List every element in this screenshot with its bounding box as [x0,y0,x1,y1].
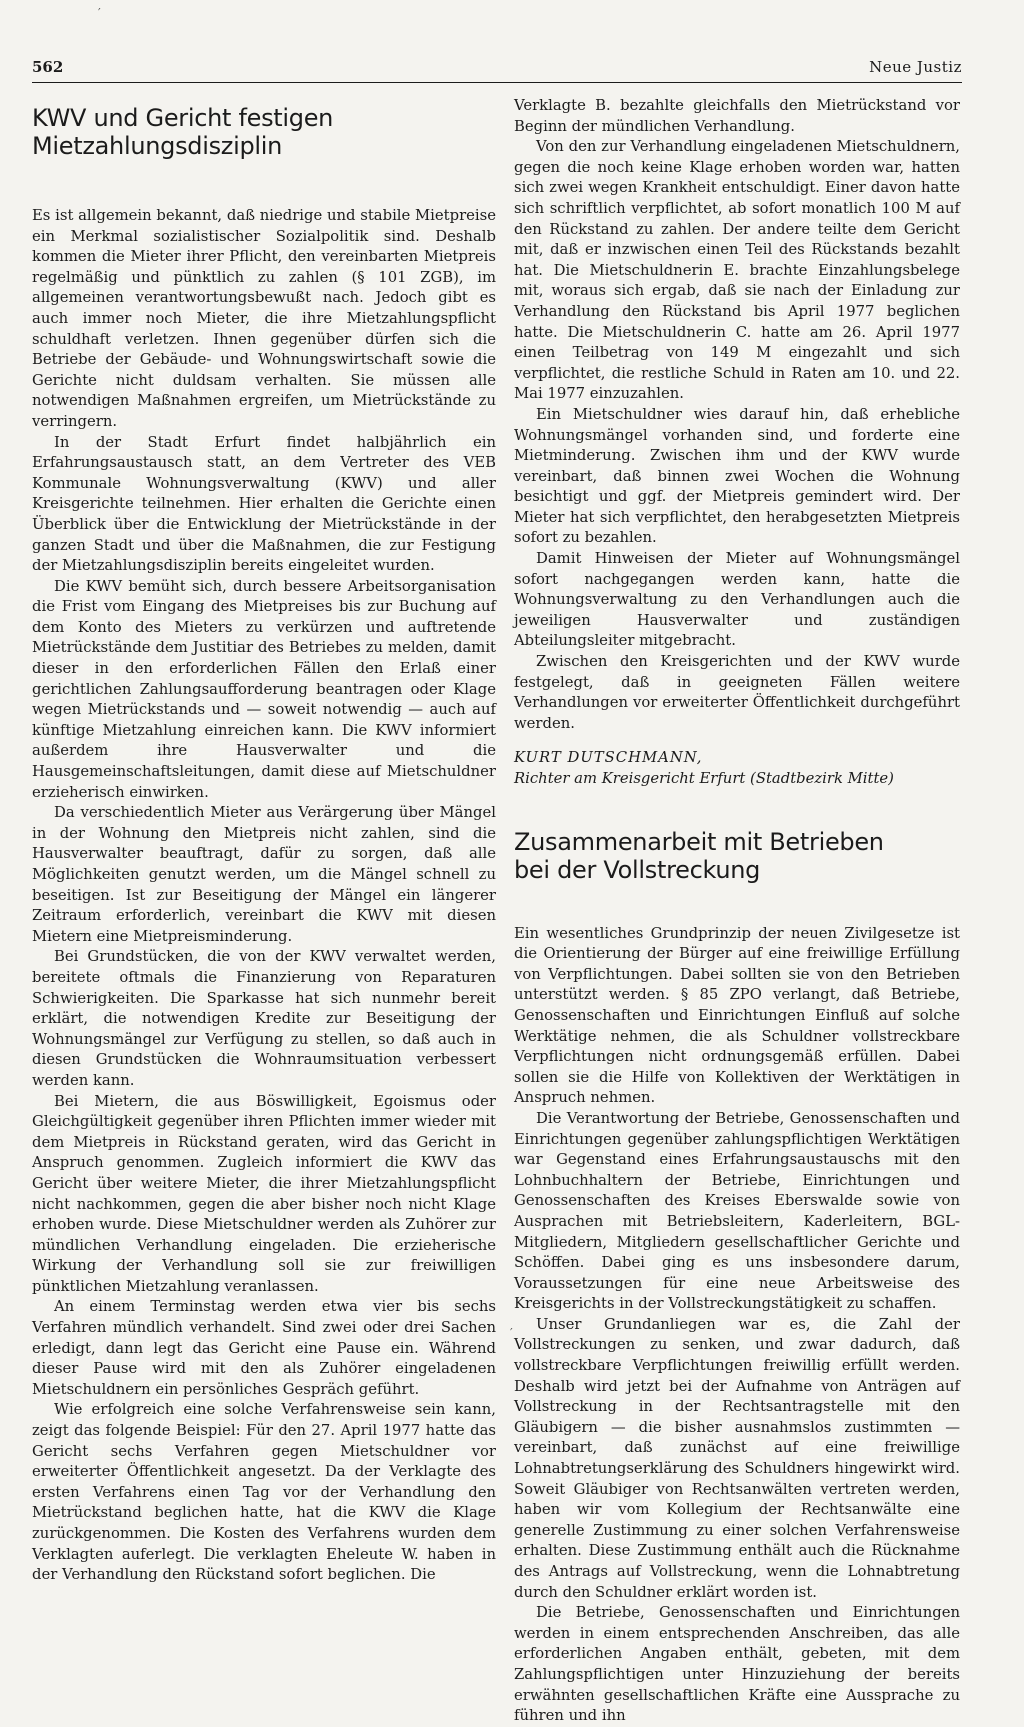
scan-mark-top: ′ [98,6,101,20]
journal-name: Neue Justiz [869,58,962,76]
article1-paragraph: Die KWV bemüht sich, durch bessere Arbeitsorganisation die Frist vom Eingang des Mietpreises bis zur Buchung auf dem Konto des Mieters zu verkürzen und auftretende Mietrückstände dem Justitiar des Betriebes zu melden, damit dieser in den erforderlichen Fällen den Erlaß einer gerichtlichen Zahlungsaufforderung beantragen oder Klage wegen Mietrückstands und — soweit notwendig — auch auf künftige Mietzahlung einreichen kann. Die KWV informiert außerdem ihre Hausverwalter und die Hausgemeinschaftsleitungen, damit diese auf Mietschuldner erzieherisch einwirken. [32,577,496,801]
article1-paragraph: Es ist allgemein bekannt, daß niedrige und stabile Mietpreise ein Merkmal sozialistischer Sozialpolitik sind. Deshalb kommen die Mieter ihrer Pflicht, den vereinbarten Mietpreis regelmäßig und pünktlich zu zahlen (§ 101 ZGB), im allgemeinen verantwortungsbewußt nach. Jedoch gibt es auch immer noch Mieter, die ihre Mietzahlungspflicht schuldhaft verletzen. Ihnen gegenüber dürfen sich die Betriebe der Gebäude- und Wohnungswirtschaft sowie die Gerichte nicht duldsam verhalten. Sie müssen alle notwendigen Maßnahmen ergreifen, um Mietrückstände zu verringern. [32,207,496,430]
author-signature [514,748,960,789]
article2-title-line2: bei der Vollstreckung [514,855,761,884]
scan-mark-margin: ′ [510,1326,513,1340]
article2-paragraph: Ein wesentliches Grundprinzip der neuen Zivilgesetze ist die Orientierung der Bürger auf eine freiwillige Erfüllung von Verpflichtungen. Dabei sollten sie von den Betrieben unterstützt werden. § 85 ZPO verlangt, daß Betriebe, Genossenschaften und Einrichtungen Einfluß auf solche Werktätige nehmen, die als Schuldner vollstreckbare Verpflichtungen nicht ordnungsgemäß erfüllen. Dabei sollen sie die Hilfe von Kollektiven der Werktätigen in Anspruch nehmen. [514,924,960,1107]
page-number: 562 [32,58,64,76]
article1-continuation-paragraph: Verklagte B. bezahlte gleichfalls den Mietrückstand vor Beginn der mündlichen Verhandlung. [514,97,960,135]
article1-continuation-paragraph: Von den zur Verhandlung eingeladenen Mietschuldnern, gegen die noch keine Klage erhoben worden war, hatten sich zwei wegen Krankheit entschuldigt. Einer davon hatte sich schriftlich verpflichtet, ab sofort monatlich 100 M auf den Rückstand zu zahlen. Der andere teilte dem Gericht mit, daß er inzwischen einen Teil des Rückstands bezahlt hat. Die Mietschuldnerin E. brachte Einzahlungsbelege mit, woraus sich ergab, daß sie nach der Einladung zur Verhandlung den Rückstand bis April 1977 beglichen hatte. Die Mietschuldnerin C. hatte am 26. April 1977 einen Teilbetrag von 149 M eingezahlt und sich verpflichtet, die restliche Schuld in Raten am 10. und 22. Mai 1977 einzuzahlen. [514,138,960,403]
right-column [514,96,960,1727]
author-name: KURT DUTSCHMANN, [514,749,703,767]
article1-title-line1: KWV und Gericht festigen [32,104,334,132]
article1-title-line2: Mietzahlungsdisziplin [32,132,283,160]
article1-paragraph: Da verschiedentlich Mieter aus Verärgerung über Mängel in der Wohnung den Mietpreis nicht zahlen, sind die Hausverwalter beauftragt, dafür zu sorgen, daß alle Möglichkeiten genutzt werden, um die Mängel schnell zu beseitigen. Ist zur Beseitigung der Mängel ein längerer Zeitraum erforderlich, vereinbart die KWV mit diesen Mietern eine Mietpreisminderung. [32,804,496,945]
author-title: Richter am Kreisgericht Erfurt (Stadtbezirk Mitte) [514,770,894,787]
article2-title [514,828,960,884]
article2-paragraph: Die Betriebe, Genossenschaften und Einrichtungen werden in einem entsprechenden Anschreiben, das alle erforderlichen Angaben enthält, gebeten, mit dem Zahlungspflichtigen unter Hinzuziehung der bereits erwähnten gesellschaftlichen Kräfte eine Aussprache zu führen und ihn [514,1604,960,1725]
article1-paragraph: An einem Terminstag werden etwa vier bis sechs Verfahren mündlich verhandelt. Sind zwei oder drei Sachen erledigt, dann legt das Gericht eine Pause ein. Während dieser Pause wird mit den als Zuhörer eingeladenen Mietschuldnern ein persönliches Gespräch geführt. [32,1298,496,1398]
article1-continuation-paragraph: Ein Mietschuldner wies darauf hin, daß erhebliche Wohnungsmängel vorhanden sind, und forderte eine Mietminderung. Zwischen ihm und der KWV wurde vereinbart, daß binnen zwei Wochen die Wohnung besichtigt und ggf. der Mietpreis gemindert wird. Der Mieter hat sich verpflichtet, den herabgesetzten Mietpreis sofort zu bezahlen. [514,405,960,547]
left-column [32,96,496,1586]
article2-paragraph: Die Verantwortung der Betriebe, Genossenschaften und Einrichtungen gegenüber zahlungspflichtigen Werktätigen war Gegenstand eines Erfahrungsaustauschs mit den Lohnbuchhaltern der Betriebe, Einrichtungen und Genossenschaften des Kreises Eberswalde sowie von Ausprachen mit Betriebsleitern, Kaderleitern, BGL-Mitgliedern, Mitgliedern gesellschaftlicher Gerichte und Schöffen. Dabei ging es uns insbesondere darum, Voraussetzungen für eine neue Arbeitsweise des Kreisgerichts in der Vollstreckungstätigkeit zu schaffen. [514,1109,960,1313]
article1-continuation-paragraph: Damit Hinweisen der Mieter auf Wohnungsmängel sofort nachgegangen werden kann, hatte die Wohnungsverwaltung zu den Verhandlungen auch die jeweiligen Hausverwalter und zuständigen Abteilungsleiter mitgebracht. [514,550,960,650]
article1-paragraph: In der Stadt Erfurt findet halbjährlich ein Erfahrungsaustausch statt, an dem Vertreter des VEB Kommunale Wohnungsverwaltung (KWV) und aller Kreisgerichte teilnehmen. Hier erhalten die Gerichte einen Überblick über die Entwicklung der Mietrückstände in der ganzen Stadt und über die Maßnahmen, die zur Festigung der Mietzahlungsdisziplin bereits eingeleitet wurden. [32,433,496,575]
article1-paragraph: Wie erfolgreich eine solche Verfahrensweise sein kann, zeigt das folgende Beispiel: Für den 27. April 1977 hatte das Gericht sechs Verfahren gegen Mietschuldner vor erweiterter Öffentlichkeit angesetzt. Da der Verklagte des ersten Verfahrens einen Tag vor der Verhandlung den Mietrückstand beglichen hatte, hat die KWV die Klage zurückgenommen. Die Kosten des Verfahrens wurden dem Verklagten auferlegt. Die verklagten Eheleute W. haben in der Verhandlung den Rückstand sofort beglichen. Die [32,1401,496,1584]
page-header [32,56,962,83]
article2-paragraph: Unser Grundanliegen war es, die Zahl der Vollstreckungen zu senken, und zwar dadurch, daß vollstreckbare Verpflichtungen freiwillig erfüllt werden. Deshalb wird jetzt bei der Aufnahme von Anträgen auf Vollstreckung in der Rechtsantragstelle mit den Gläubigern — die bisher ausnahmslos zustimmten — vereinbart, daß zunächst auf eine freiwillige Lohnabtretungserklärung des Schuldners hingewirkt wird. Soweit Gläubiger von Rechtsanwälten vertreten werden, haben wir vom Kollegium der Rechtsanwälte eine generelle Zustimmung zu einer solchen Verfahrensweise erhalten. Diese Zustimmung enthält auch die Rücknahme des Antrags auf Vollstreckung, wenn die Lohnabtretung durch den Schuldner erklärt worden ist. [514,1315,960,1601]
article1-continuation-paragraph: Zwischen den Kreisgerichten und der KWV wurde festgelegt, daß in geeigneten Fällen weitere Verhandlungen vor erweiterter Öffentlichkeit durchgeführt werden. [514,653,960,732]
article1-title [32,104,496,160]
article1-paragraph: Bei Grundstücken, die von der KWV verwaltet werden, bereitete oftmals die Finanzierung von Reparaturen Schwierigkeiten. Die Sparkasse hat sich nunmehr bereit erklärt, die notwendigen Kredite zur Beseitigung der Wohnungsmängel zur Verfügung zu stellen, so daß auch in diesen Grundstücken die Wohnraumsituation verbessert werden kann. [32,948,496,1089]
article1-paragraph: Bei Mietern, die aus Böswilligkeit, Egoismus oder Gleichgültigkeit gegenüber ihren Pflichten immer wieder mit dem Mietpreis in Rückstand geraten, wird das Gericht in Anspruch genommen. Zugleich informiert die KWV das Gericht über weitere Mieter, die ihrer Mietzahlungspflicht nicht nachkommen, gegen die aber bisher noch nicht Klage erhoben wurde. Diese Mietschuldner werden als Zuhörer zur mündlichen Verhandlung eingeladen. Die erzieherische Wirkung der Verhandlung soll sie zur freiwilligen pünktlichen Mietzahlung veranlassen. [32,1092,496,1295]
article2-title-line1: Zusammenarbeit mit Betrieben [514,827,884,856]
